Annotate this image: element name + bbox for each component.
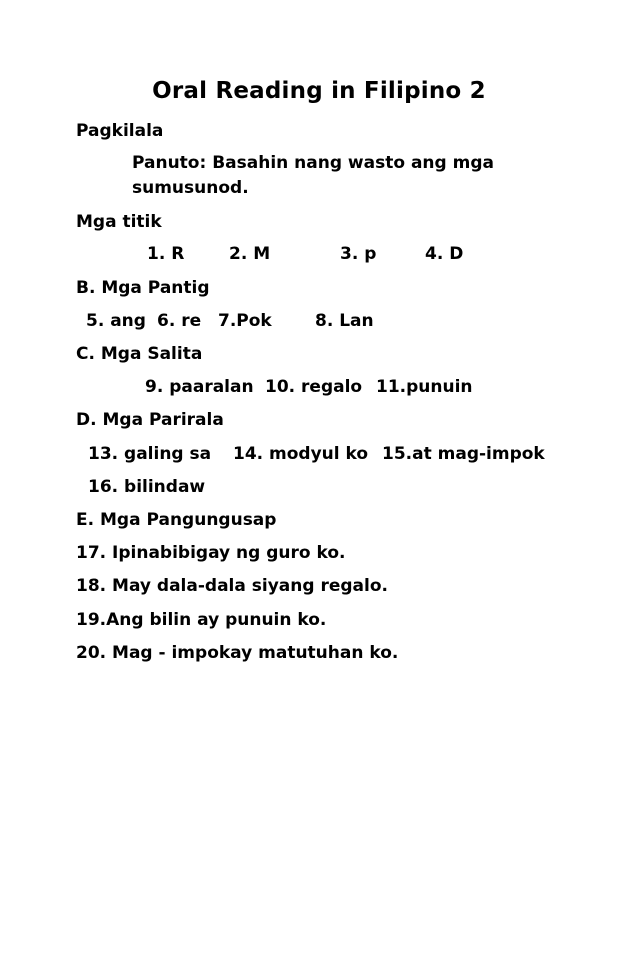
list-item: 4. D — [425, 244, 464, 264]
list-item: 1. R — [147, 244, 185, 264]
list-item: 9. paaralan — [145, 377, 254, 397]
list-item: 17. Ipinabibigay ng guro ko. — [76, 543, 346, 563]
list-item: 13. galing sa — [88, 444, 212, 464]
list-item: 8. Lan — [315, 311, 374, 331]
list-item: 10. regalo — [265, 377, 363, 397]
pagkilala-heading: Pagkilala — [76, 121, 164, 141]
list-item: 16. bilindaw — [88, 477, 206, 497]
list-item: 15.at mag-impok — [382, 444, 545, 464]
list-item: 5. ang — [86, 311, 146, 331]
list-item: 2. M — [229, 244, 271, 264]
list-item: 7.Pok — [218, 311, 272, 331]
list-item: 11.punuin — [376, 377, 473, 397]
list-item: 14. modyul ko — [233, 444, 369, 464]
section-b-heading: B. Mga Pantig — [76, 278, 210, 298]
section-c-heading: C. Mga Salita — [76, 344, 203, 364]
section-e-heading: E. Mga Pangungusap — [76, 510, 277, 530]
list-item: 19.Ang bilin ay punuin ko. — [76, 610, 327, 630]
instruction-line-1: Panuto: Basahin nang wasto ang mga — [132, 153, 494, 173]
section-a-heading: Mga titik — [76, 212, 162, 232]
instruction-line-2: sumusunod. — [132, 178, 249, 198]
list-item: 3. p — [340, 244, 377, 264]
section-d-heading: D. Mga Parirala — [76, 410, 224, 430]
list-item: 6. re — [157, 311, 202, 331]
list-item: 18. May dala-dala siyang regalo. — [76, 576, 388, 596]
page-title: Oral Reading in Filipino 2 — [152, 78, 486, 104]
list-item: 20. Mag - impokay matutuhan ko. — [76, 643, 399, 663]
